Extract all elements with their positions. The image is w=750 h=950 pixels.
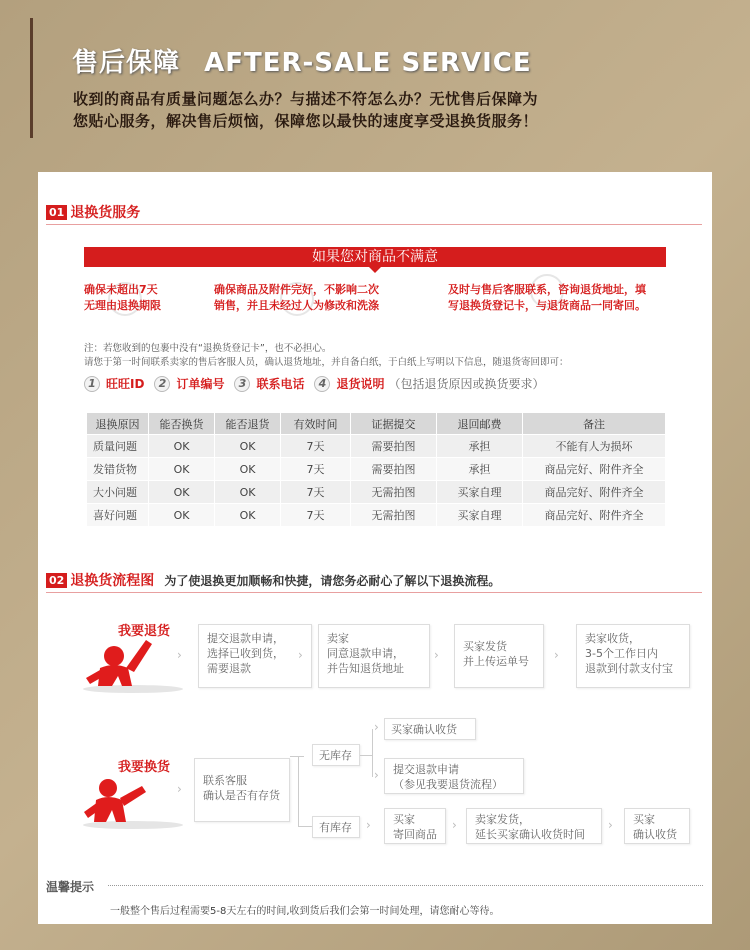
arrow-right-icon: ›: [366, 818, 371, 832]
section1-divider: [46, 224, 702, 225]
section2-title: 退换货流程图: [70, 573, 155, 589]
branch-connector: [372, 729, 373, 777]
condition-2: [214, 282, 379, 314]
arrow-right-icon: ›: [177, 648, 182, 662]
no-stock-refund: [384, 758, 524, 794]
table-row: [87, 504, 666, 527]
in-stock-node: 有库存: [312, 816, 360, 838]
subtitle-line-1: 收到的商品有质量问题怎么办？与描述不符怎么办？无忧售后保障为: [73, 90, 539, 108]
req-label: 旺旺ID: [106, 377, 145, 391]
title-zh: 售后保障: [72, 48, 181, 78]
stock-step-1: [384, 808, 446, 844]
table-row: [87, 481, 666, 504]
arrow-right-icon: ›: [608, 818, 613, 832]
table-cell: 发错货物: [87, 458, 149, 481]
arrow-right-icon: ›: [452, 818, 457, 832]
condition-1: [84, 282, 161, 314]
table-cell: OK: [215, 458, 281, 481]
arrow-right-icon: ›: [374, 720, 379, 734]
table-cell: OK: [149, 435, 215, 458]
section2-description: 为了使退换更加顺畅和快捷，请您务必耐心了解以下退换流程。: [164, 573, 501, 588]
req-number: 1: [84, 376, 100, 392]
condition-3-line2: 写退换货登记卡，与退货商品一同寄回。: [448, 299, 646, 312]
step-line: 卖家收货，: [585, 632, 640, 645]
step-line: 并告知退货地址: [327, 662, 404, 675]
exchange-person-icon: [78, 770, 188, 830]
subtitle-line-2: 您贴心服务，解决售后烦恼，保障您以最快的速度享受退换货服务！: [73, 112, 539, 130]
tips-divider: [108, 885, 703, 886]
step-line: 提交退款申请，: [207, 632, 284, 645]
return-step-2: [318, 624, 430, 688]
condition-3: [448, 282, 646, 314]
section1-number: 01: [46, 205, 67, 220]
arrow-right-icon: ›: [374, 768, 379, 782]
stock-step-2: [466, 808, 602, 844]
table-cell: 商品完好、附件齐全: [523, 458, 666, 481]
page-subtitle: [73, 88, 733, 132]
step-line: 同意退款申请，: [327, 647, 404, 660]
step-line: 并上传运单号: [463, 655, 529, 668]
table-cell: OK: [149, 481, 215, 504]
req-label: 退货说明: [336, 377, 385, 391]
condition-3-line1: 及时与售后客服联系，咨询退货地址，填: [448, 283, 646, 296]
req-label: 订单编号: [176, 377, 225, 391]
table-cell: 无需拍图: [351, 504, 437, 527]
table-header-row: [87, 413, 666, 435]
step-line: 需要退款: [207, 662, 251, 675]
table-cell: 商品完好、附件齐全: [523, 504, 666, 527]
step-line: 确认收货: [633, 828, 677, 841]
tips-title: 温馨提示: [46, 880, 95, 894]
return-policy-table: [86, 412, 666, 527]
table-header: 退回邮费: [437, 413, 523, 435]
note-line-1: 注：若您收到的包裹中没有“退换货登记卡”，也不必担心。: [84, 343, 332, 354]
step-line: 联系客服: [203, 774, 247, 787]
condition-2-line1: 确保商品及附件完好，不影响二次: [214, 283, 379, 296]
return-card-note: [84, 342, 569, 370]
arrow-right-icon: ›: [298, 648, 303, 662]
table-header: 备注: [523, 413, 666, 435]
table-cell: 不能有人为损坏: [523, 435, 666, 458]
arrow-right-icon: ›: [177, 782, 182, 796]
table-cell: 承担: [437, 458, 523, 481]
table-cell: 商品完好、附件齐全: [523, 481, 666, 504]
table-cell: OK: [215, 435, 281, 458]
header-accent-bar: [30, 18, 33, 138]
table-header: 退换原因: [87, 413, 149, 435]
req-label: 联系电话: [256, 377, 305, 391]
arrow-right-icon: ›: [434, 648, 439, 662]
table-cell: 7天: [281, 481, 351, 504]
step-line: 寄回商品: [393, 828, 437, 841]
table-header: 能否退货: [215, 413, 281, 435]
content-panel: [38, 172, 712, 924]
table-cell: 大小问题: [87, 481, 149, 504]
no-stock-confirm: 买家确认收货: [384, 718, 476, 740]
step-line: 3-5个工作日内: [585, 647, 658, 660]
branch-connector: [360, 755, 372, 756]
exchange-start: [194, 758, 290, 822]
table-header: 证据提交: [351, 413, 437, 435]
condition-2-line2: 销售，并且未经过人为修改和洗涤: [214, 299, 379, 312]
req-number: 3: [234, 376, 250, 392]
table-cell: OK: [149, 504, 215, 527]
arrow-right-icon: ›: [554, 648, 559, 662]
table-header: 有效时间: [281, 413, 351, 435]
branch-connector: [298, 756, 299, 826]
branch-connector: [290, 756, 304, 757]
step-line: 买家: [393, 813, 415, 826]
table-cell: OK: [215, 481, 281, 504]
table-cell: 需要拍图: [351, 458, 437, 481]
table-cell: OK: [149, 458, 215, 481]
req-extra-note: （包括退货原因或换货要求）: [388, 377, 545, 391]
step-line: 延长买家确认收货时间: [475, 828, 585, 841]
table-cell: 无需拍图: [351, 481, 437, 504]
table-cell: 需要拍图: [351, 435, 437, 458]
table-row: [87, 435, 666, 458]
table-cell: 7天: [281, 435, 351, 458]
return-person-icon: [78, 634, 188, 694]
section1-title: 退换货服务: [70, 205, 141, 221]
step-line: 买家发货: [463, 640, 507, 653]
section1-heading: [46, 202, 140, 222]
no-stock-node: 无库存: [312, 744, 360, 766]
req-return-explanation: [314, 375, 544, 392]
step-line: （参见我要退货流程）: [393, 778, 503, 791]
req-order-number: [154, 375, 224, 392]
table-cell: 喜好问题: [87, 504, 149, 527]
section2-divider: [46, 592, 702, 593]
table-cell: 承担: [437, 435, 523, 458]
return-step-3: [454, 624, 544, 688]
dissatisfied-banner: 如果您对商品不满意: [84, 247, 666, 267]
step-line: 卖家发货，: [475, 813, 530, 826]
note-line-2: 请您于第一时间联系卖家的售后客服人员，确认退货地址，并自备白纸，于白纸上写明以下信息，随退货寄回即可：: [84, 357, 569, 368]
table-row: [87, 458, 666, 481]
condition-1-line1: 确保未超出7天: [84, 283, 158, 296]
return-step-4: [576, 624, 690, 688]
req-phone: [234, 375, 304, 392]
table-cell: 买家自理: [437, 481, 523, 504]
exchange-flow-label: 我要换货: [118, 760, 171, 775]
branch-connector: [298, 826, 312, 827]
return-flow-label: 我要退货: [118, 624, 171, 639]
table-header: 能否换货: [149, 413, 215, 435]
req-number: 4: [314, 376, 330, 392]
step-line: 卖家: [327, 632, 349, 645]
step-line: 买家: [633, 813, 655, 826]
required-info-list: [84, 375, 555, 392]
req-wangwang-id: [84, 375, 144, 392]
title-en: AFTER-SALE SERVICE: [204, 48, 532, 78]
stock-step-3: [624, 808, 690, 844]
step-line: 退款到付款支付宝: [585, 662, 673, 675]
req-number: 2: [154, 376, 170, 392]
table-cell: 质量问题: [87, 435, 149, 458]
return-step-1: [198, 624, 312, 688]
step-line: 提交退款申请: [393, 763, 459, 776]
step-line: 确认是否有存货: [203, 789, 280, 802]
page-title: [72, 42, 532, 79]
table-cell: 7天: [281, 458, 351, 481]
condition-1-line2: 无理由退换期限: [84, 299, 161, 312]
table-cell: 7天: [281, 504, 351, 527]
step-line: 选择已收到货，: [207, 647, 284, 660]
section2-number: 02: [46, 573, 67, 588]
table-cell: 买家自理: [437, 504, 523, 527]
table-cell: OK: [215, 504, 281, 527]
section2-heading: [46, 570, 500, 590]
tips-text: 一般整个售后过程需要5-8天左右的时间,收到货后我们会第一时间处理，请您耐心等待。: [110, 906, 500, 917]
